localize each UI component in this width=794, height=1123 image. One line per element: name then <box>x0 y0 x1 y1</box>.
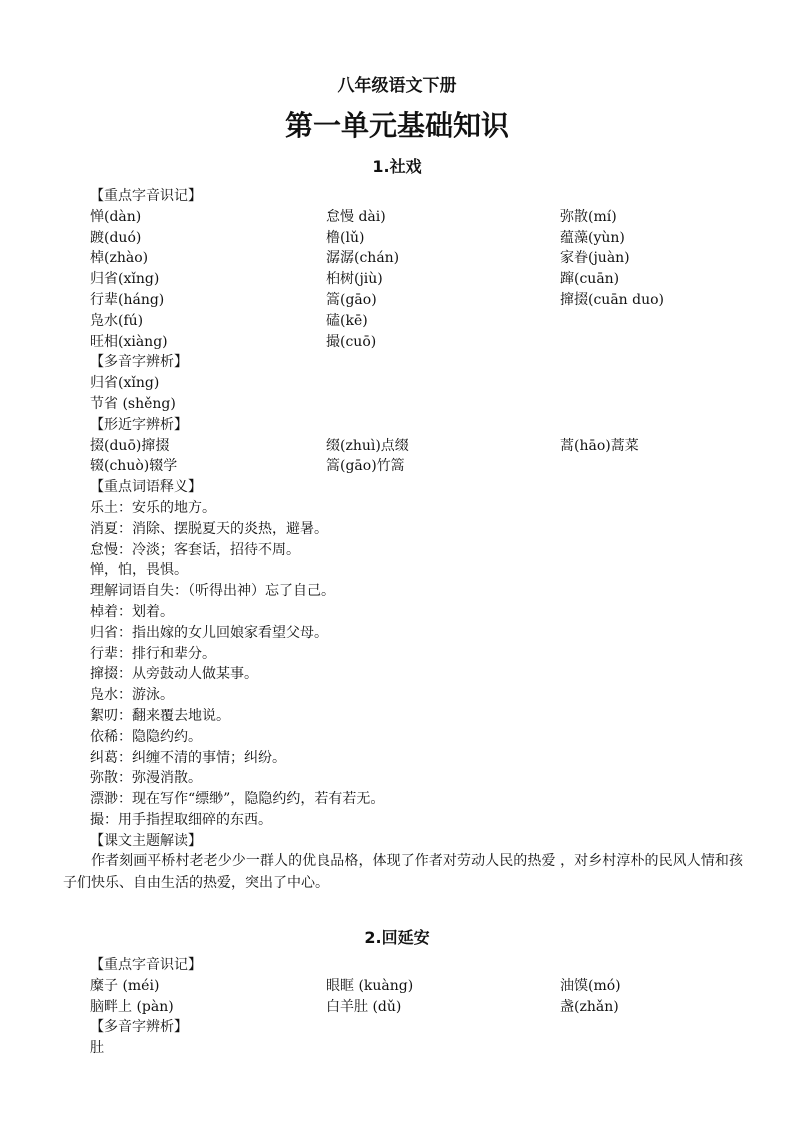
list-item: 归省：指出嫁的女儿回娘家看望父母。 <box>90 624 328 641</box>
table-row <box>90 207 750 228</box>
table-cell: 凫水(fú) <box>90 312 144 329</box>
list-item: 怠慢：冷淡；客套话，招待不周。 <box>90 541 300 558</box>
table-row <box>90 248 750 269</box>
similar-char-table <box>90 436 750 478</box>
table-cell: 脑畔上 (pàn) <box>90 998 174 1015</box>
table-row <box>90 456 750 477</box>
table-cell: 潺潺(chán) <box>326 250 400 267</box>
lesson-2-body <box>90 955 750 1059</box>
table-cell: 怠慢 dài) <box>326 208 386 225</box>
table-row <box>90 290 750 311</box>
table-cell: 踱(duó) <box>90 229 142 246</box>
list-item: 消夏：消除、摆脱夏天的炎热，避暑。 <box>90 520 328 537</box>
page-title: 第一单元基础知识 <box>284 109 509 142</box>
list-item: 纠葛：纠缠不清的事情；纠纷。 <box>90 749 286 766</box>
table-cell: 缀(zhuì)点缀 <box>326 437 409 454</box>
table-cell: 旺相(xiàng) <box>90 333 168 350</box>
list-item: 行辈：排行和辈分。 <box>90 645 216 662</box>
list-item: 絮叨：翻来覆去地说。 <box>90 707 230 724</box>
section-heading: 【重点字音识记】 <box>90 188 202 204</box>
list-item: 棹着：划着。 <box>90 603 174 620</box>
table-cell: 掇(duō)撺掇 <box>90 437 170 454</box>
list-item: 凫水：游泳。 <box>90 687 174 704</box>
table-cell: 辍(chuò)辍学 <box>90 458 178 475</box>
polyphone-list <box>90 1038 750 1059</box>
list-item: 归省(xǐng) <box>90 375 160 392</box>
table-cell: 盏(zhǎn) <box>560 998 619 1015</box>
table-cell: 桕树(jiù) <box>326 271 383 288</box>
section-heading: 【多音字辨析】 <box>90 354 188 371</box>
table-cell: 白羊肚 (dǔ) <box>326 998 402 1015</box>
table-cell: 眼眶 (kuàng) <box>326 977 414 994</box>
table-cell: 油馍(mó) <box>560 977 621 994</box>
table-cell: 弥散(mí) <box>560 208 617 225</box>
table-cell: 撮(cuō) <box>326 333 377 350</box>
lesson-1-title: 1.社戏 <box>372 157 422 176</box>
section-heading: 【多音字辨析】 <box>90 1019 188 1036</box>
table-cell: 行辈(háng) <box>90 291 165 308</box>
table-cell: 篙(gāo) <box>326 291 377 308</box>
list-item: 节省 (shěng) <box>90 395 176 412</box>
pronunciation-table <box>90 976 750 1018</box>
table-cell: 撺掇(cuān duo) <box>560 291 665 308</box>
lesson-2-title: 2.回延安 <box>364 928 430 947</box>
table-cell: 归省(xǐng) <box>90 271 160 288</box>
polyphone-list <box>90 373 750 415</box>
table-cell: 蕴藻(yùn) <box>560 229 625 246</box>
table-row <box>90 228 750 249</box>
table-cell: 篙(gāo)竹篙 <box>326 458 405 475</box>
table-cell: 棹(zhào) <box>90 250 149 267</box>
table-cell: 惮(dàn) <box>90 208 142 225</box>
table-row <box>90 332 750 353</box>
list-item: 肚 <box>90 1040 104 1057</box>
table-row <box>90 269 750 290</box>
list-item: 撺掇：从旁鼓动人做某事。 <box>90 666 258 683</box>
list-item: 依稀：隐隐约约。 <box>90 728 202 745</box>
list-item: 撮：用手指捏取细碎的东西。 <box>90 811 272 828</box>
list-item: 乐土：安乐的地方。 <box>90 499 216 516</box>
list-item: 漂渺：现在写作“缥缈”，隐隐约约，若有若无。 <box>90 791 385 808</box>
vocab-list <box>90 498 750 831</box>
pronunciation-table <box>90 207 750 353</box>
section-heading: 【重点字音识记】 <box>90 957 202 973</box>
table-cell: 磕(kē) <box>326 312 368 329</box>
table-cell: 蹿(cuān) <box>560 271 620 288</box>
table-cell: 蒿(hāo)蒿菜 <box>560 437 639 454</box>
list-item: 惮，怕，畏惧。 <box>90 562 188 579</box>
section-heading: 【课文主题解读】 <box>90 832 202 849</box>
table-row <box>90 311 750 332</box>
section-heading: 【重点词语释义】 <box>90 479 202 496</box>
table-row <box>90 436 750 457</box>
lesson-1-body <box>90 186 750 852</box>
table-row <box>90 976 750 997</box>
list-item: 理解词语自失：（听得出神）忘了自己。 <box>90 583 335 600</box>
table-cell: 橹(lǔ) <box>326 229 365 246</box>
section-heading: 【形近字辨析】 <box>90 416 188 433</box>
table-cell: 家眷(juàn) <box>560 250 630 267</box>
table-row <box>90 997 750 1018</box>
grade-kicker: 八年级语文下册 <box>337 76 457 96</box>
theme-paragraph: 作者刻画平桥村老老少少一群人的优良品格，体现了作者对劳动人民的热爱 ，对乡村淳朴的民风人情和孩子们快乐、自由生活的热爱，突出了中心。 <box>63 853 743 891</box>
table-cell: 糜子 (méi) <box>90 977 160 994</box>
list-item: 弥散：弥漫消散。 <box>90 770 202 787</box>
